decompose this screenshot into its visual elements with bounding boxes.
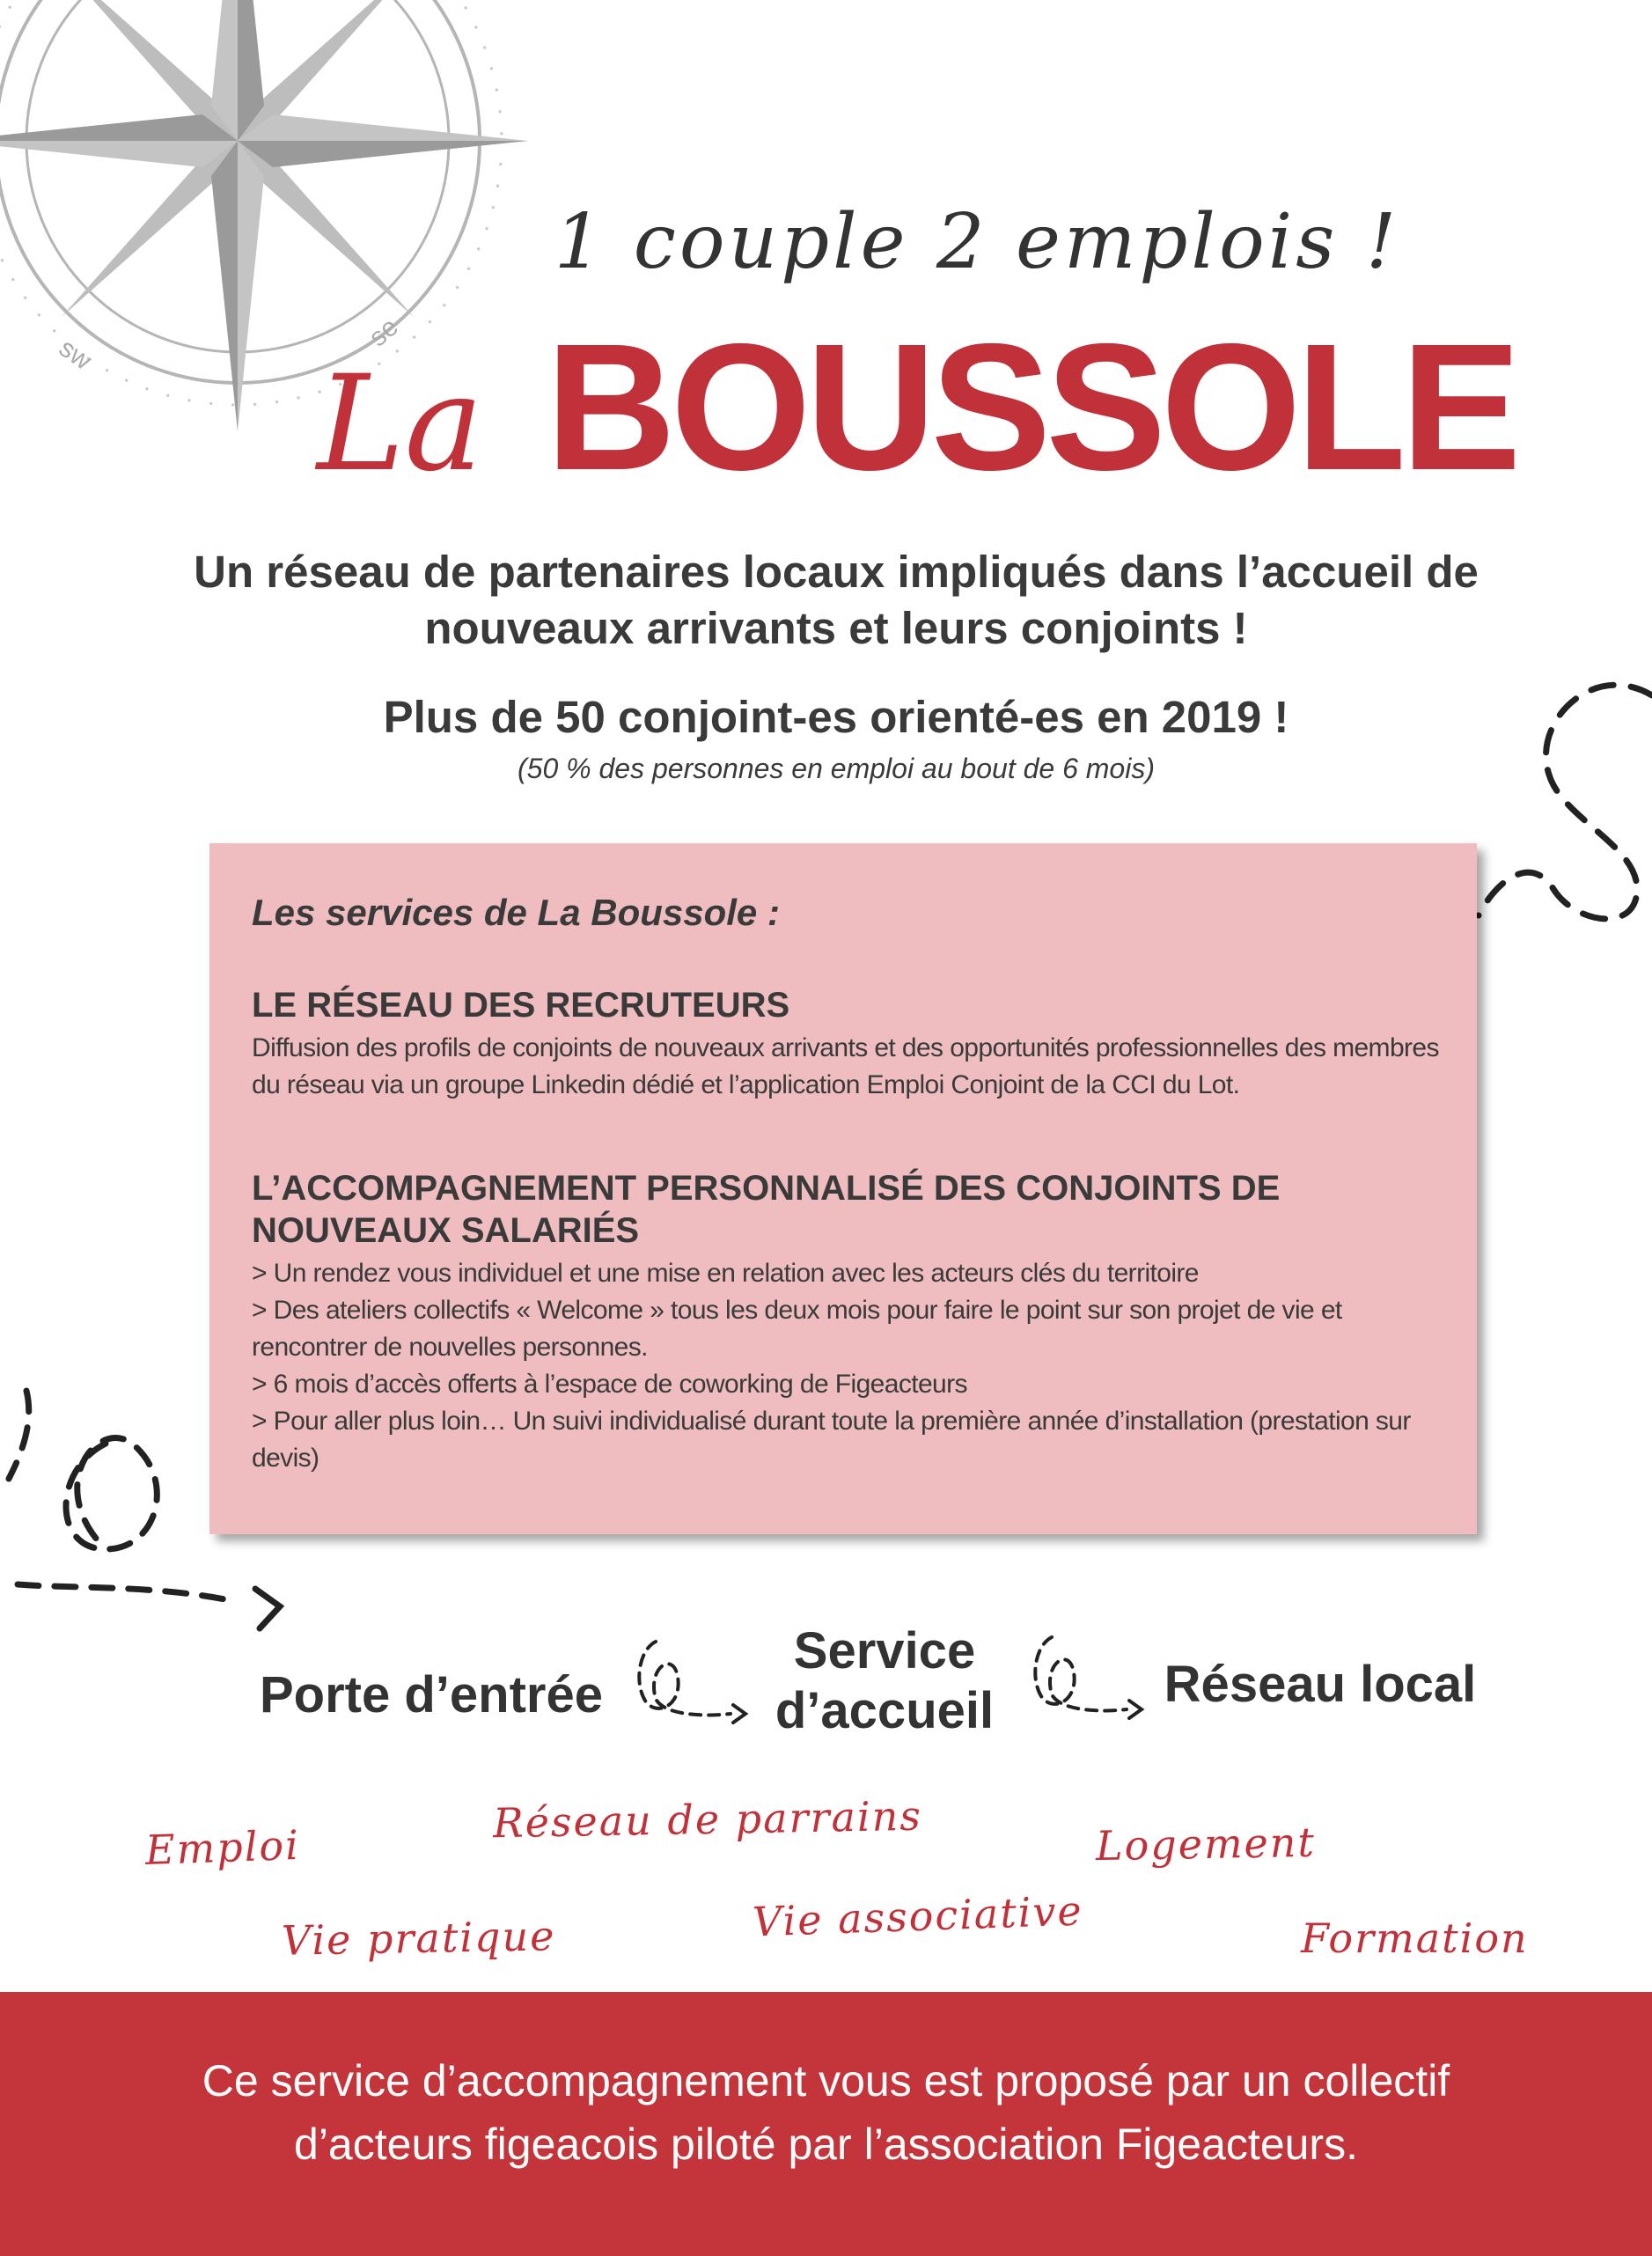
footer-line1: Ce service d’accompagnement vous est proposé par un collectif: [202, 2056, 1450, 2105]
flow-step-entry: Porte d’entrée: [260, 1666, 603, 1723]
page-title: BOUSSOLE: [546, 306, 1516, 508]
intro-lead-line1: Un réseau de partenaires locaux impliqués dans l’accueil de: [194, 547, 1479, 597]
compass-label-se: se: [363, 312, 404, 353]
flow-step-network: Réseau local: [1164, 1656, 1477, 1713]
list-item: > Des ateliers collectifs « Welcome » tous les deux mois pour faire le point sur son projet de vie et rencontrer de nouvelles personnes.: [252, 1296, 1342, 1362]
tagline: 1 couple 2 emplois !: [554, 198, 1400, 286]
network-body: Diffusion des profils de conjoints de nouveaux arrivants et des opportunités professionnelles des membres du réseau via un groupe Linkedin dédié et l’application Emploi Conjoint de la CCI du Lot.: [252, 1033, 1439, 1099]
intro-lead-line2: nouveaux arrivants et leurs conjoints !: [424, 603, 1248, 653]
support-title: [252, 1167, 1449, 1252]
list-item: > 6 mois d’accès offerts à l’espace de coworking de Figeacteurs: [252, 1370, 967, 1399]
list-item: > Pour aller plus loin… Un suivi individualisé durant toute la première année d’installation (prestation sur devis): [252, 1407, 1411, 1473]
services-heading: Les services de La Boussole :: [252, 892, 780, 933]
theme-formation: Formation: [1301, 1914, 1529, 1962]
flow-step-service-line1: Service: [793, 1622, 976, 1679]
theme-emploi: Emploi: [144, 1820, 301, 1875]
intro-lead: [158, 544, 1514, 657]
flow-step-service: [748, 1621, 1021, 1741]
theme-parrains: Réseau de parrains: [492, 1791, 923, 1848]
compass-label-sw: sw: [53, 333, 97, 376]
theme-vie-pratique: Vie pratique: [281, 1912, 556, 1965]
theme-logement: Logement: [1095, 1818, 1317, 1870]
footer-banner: [0, 1992, 1652, 2256]
title-prefix: La: [317, 348, 484, 501]
network-title: LE RÉSEAU DES RECRUTEURS: [252, 986, 790, 1025]
footer-text: [0, 2049, 1652, 2176]
support-title-line1: L’ACCOMPAGNEMENT PERSONNALISÉ DES CONJOINTS DE: [252, 1169, 1281, 1208]
services-box: [209, 843, 1477, 1534]
list-item: > Un rendez vous individuel et une mise en relation avec les acteurs clés du territoire: [252, 1259, 1199, 1288]
flow-step-service-line2: d’accueil: [775, 1682, 995, 1739]
support-title-line2: NOUVEAUX SALARIÉS: [252, 1211, 640, 1250]
intro-stat: Plus de 50 conjoint-es orienté-es en 2019 !: [383, 692, 1289, 742]
dashed-arrow-icon: [629, 1633, 753, 1730]
footer-line2: d’acteurs figeacois piloté par l’association Figeacteurs.: [294, 2120, 1358, 2169]
dashed-arrow-icon: [1025, 1628, 1149, 1725]
intro-stat-note: (50 % des personnes en emploi au bout de 6 mois): [518, 753, 1155, 784]
theme-vie-associative: Vie associative: [752, 1886, 1084, 1946]
support-bullets: [252, 1255, 1457, 1477]
